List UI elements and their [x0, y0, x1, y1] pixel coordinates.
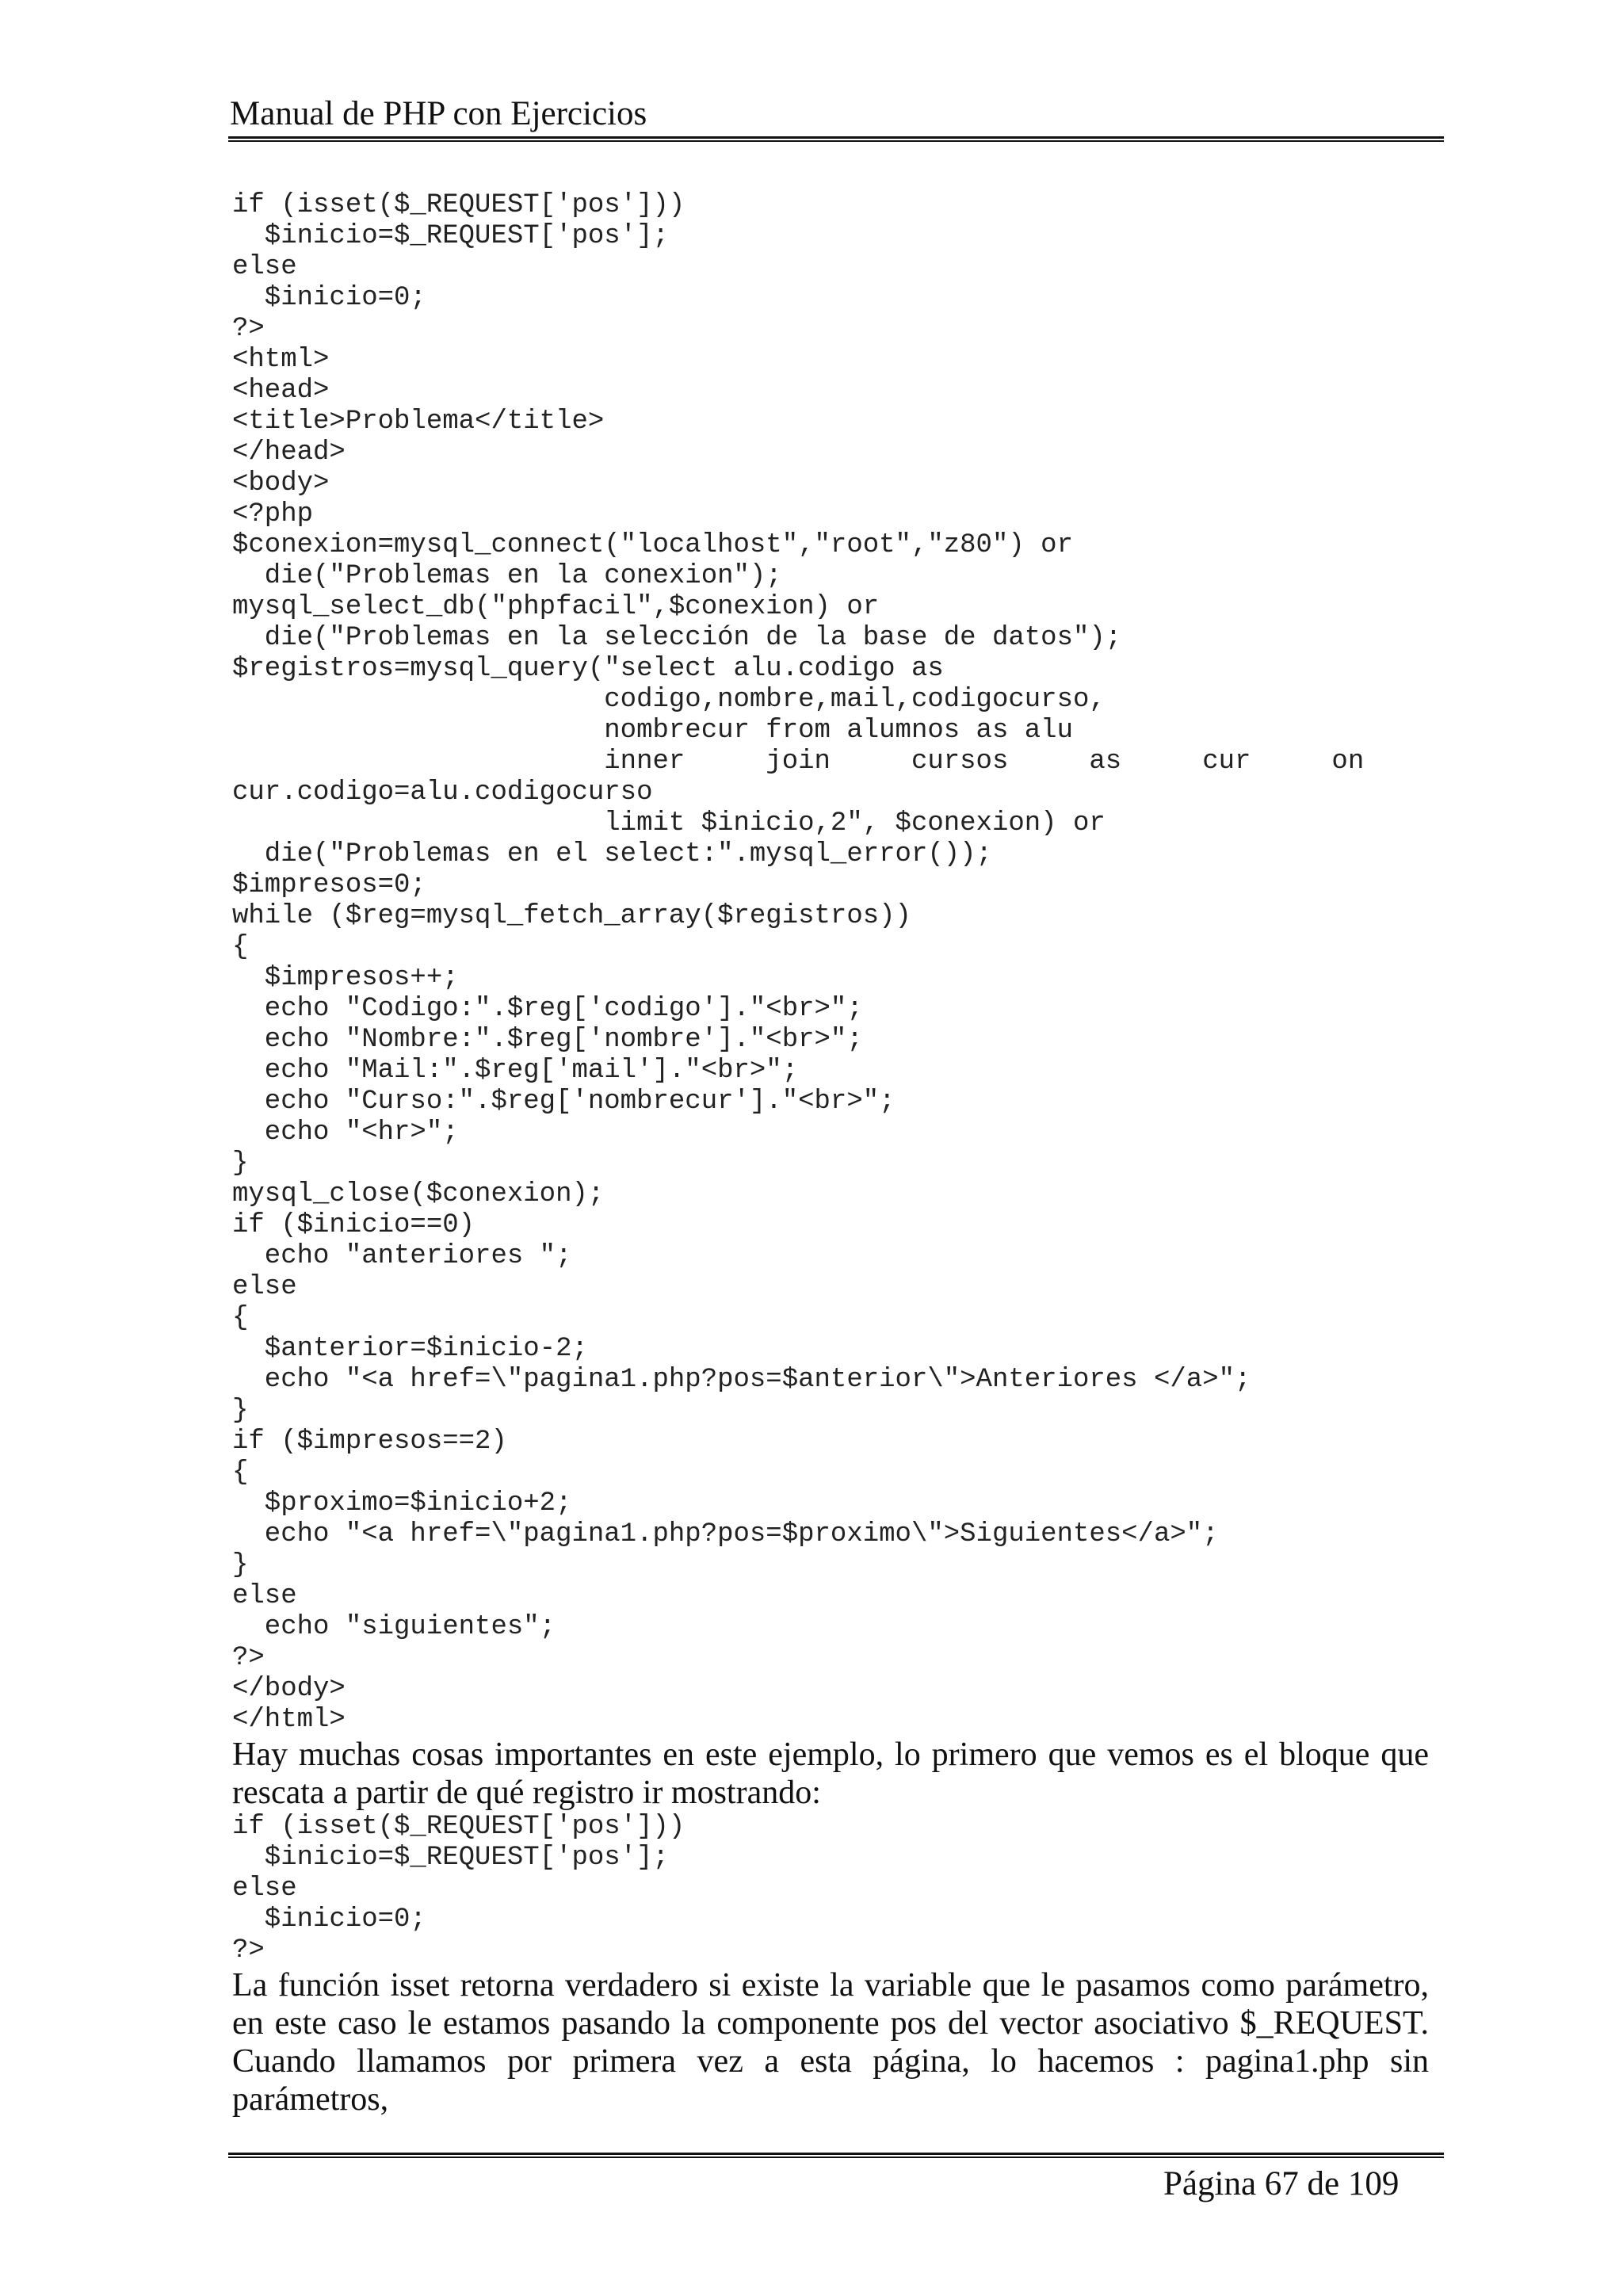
- page-content: [232, 190, 1429, 2118]
- paragraph-isset-explanation: La función isset retorna verdadero si existe la variable que le pasamos como parámetro, en este caso le estamos pasando la componente pos del vector asociativo $_REQUEST. Cuando llamamos por primera vez a esta página, lo hacemos : pagina1.php sin parámetros,: [232, 1967, 1429, 2118]
- footer-divider: [228, 2153, 1444, 2158]
- code-block-php-pagination: if (isset($_REQUEST['pos'])) $inicio=$_REQUEST['pos']; else $inicio=0; ?> <html> <head> <title>Problema</title> </head> <body> <?php $conexion=mysql_connect("localhost","root","z80") or die("Problemas en la conexion"); mysql_select_db("phpfacil",$conexion) or die("Problemas en la selección de la base de datos"); $registros=mysql_query("select alu.codigo as codigo,nombre,mail,codigocurso, nombrecur from alumnos as alu inner join cursos as cur on cur.codigo=alu.codigocurso limit $inicio,2", $conexion) or die("Problemas en el select:".mysql_error()); $impresos=0; while ($reg=mysql_fetch_array($registros)) { $impresos++; echo "Codigo:".$reg['codigo']."<br>"; echo "Nombre:".$reg['nombre']."<br>"; echo "Mail:".$reg['mail']."<br>"; echo "Curso:".$reg['nombrecur']."<br>"; echo "<hr>"; } mysql_close($conexion); if ($inicio==0) echo "anteriores "; else { $anterior=$inicio-2; echo "<a href=\"pagina1.php?pos=$anterior\">Anteriores </a>"; } if ($impresos==2) { $proximo=$inicio+2; echo "<a href=\"pagina1.php?pos=$proximo\">Siguientes</a>"; } else echo "siguientes"; ?> </body> </html>: [232, 190, 1365, 1735]
- page-header-title: Manual de PHP con Ejercicios: [230, 95, 647, 132]
- header-divider: [228, 136, 1444, 142]
- code-block-isset: if (isset($_REQUEST['pos'])) $inicio=$_REQUEST['pos']; else $inicio=0; ?>: [232, 1812, 685, 1966]
- page-number: Página 67 de 109: [1163, 2165, 1400, 2202]
- paragraph-explanation-intro: Hay muchas cosas importantes en este ejemplo, lo primero que vemos es el bloque que rescata a partir de qué registro ir mostrando:: [232, 1736, 1429, 1811]
